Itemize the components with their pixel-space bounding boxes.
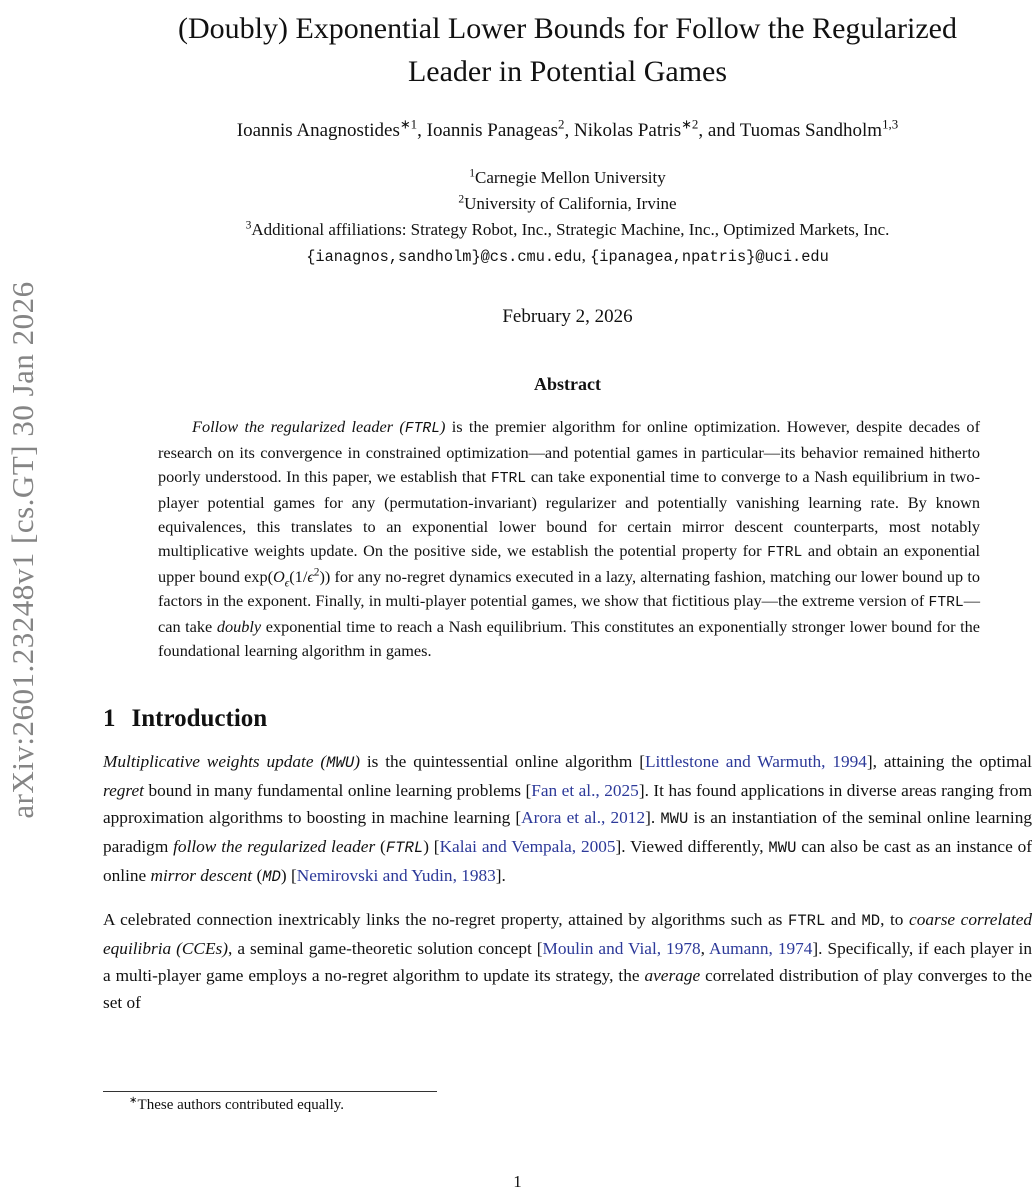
text-run: mirror descent — [150, 866, 253, 885]
text-run: MWU — [660, 810, 689, 828]
text-run: ϵ — [284, 577, 290, 590]
text-run: , — [581, 246, 591, 265]
text-run: can also be cast as an instance of online — [103, 837, 1032, 885]
text-run: ∗ — [129, 1095, 138, 1106]
text-run: FTRL — [767, 545, 803, 561]
text-run: ) [ — [280, 866, 297, 885]
text-run: 2 — [313, 566, 320, 579]
text-run: , Ioannis Panageas — [417, 120, 559, 141]
footnote-block — [103, 1091, 1032, 1114]
affiliation-3 — [103, 217, 1032, 243]
text-run: , and Tuomas Sandholm — [698, 120, 883, 141]
citation-link[interactable]: Littlestone and Warmuth, 1994 — [645, 752, 867, 771]
affiliation-1 — [103, 165, 1032, 191]
text-run: is the quintessential online algorithm [ — [359, 752, 645, 771]
text-run: {ianagnos,sandholm}@cs.cmu.edu — [306, 248, 582, 266]
text-run: ) — [440, 417, 446, 436]
text-run: )) for any no-regret dynamics executed in a lazy, alternating fashion, matching our lower bound up to factors in the exponent. Finally, in multi-player potential games, we show that fictitious play—the extreme version of — [158, 567, 980, 610]
paper-title-line2: Leader in Potential Games — [407, 55, 728, 88]
text-run: ], attaining the optimal — [866, 752, 1032, 771]
citation-link[interactable]: Kalai and Vempala, 2005 — [439, 837, 616, 856]
text-run: coarse correlated equilibria (CCEs) — [103, 910, 1033, 958]
section-number: 1 — [103, 705, 116, 732]
text-run: , to — [880, 910, 910, 929]
text-run: Additional affiliations: Strategy Robot, Inc., Strategic Machine, Inc., Optimized Markets, Inc. — [251, 220, 890, 239]
text-run: These authors contributed equally. — [137, 1097, 345, 1113]
abstract-text — [158, 415, 980, 663]
text-run: ]. It has found applications in diverse areas ranging from approximation algorithms to boosting in machine learning [ — [103, 781, 1033, 827]
text-run: average — [644, 966, 701, 985]
text-run: follow the regularized leader — [173, 837, 376, 856]
footnote-text — [103, 1097, 1032, 1114]
text-run: FTRL — [385, 839, 424, 857]
page-body — [103, 0, 1032, 1016]
citation-link[interactable]: Fan et al., 2025 — [531, 781, 639, 800]
paper-title-line1: (Doubly) Exponential Lower Bounds for Follow the Regularized — [177, 12, 957, 45]
page-number: 1 — [513, 1172, 522, 1191]
text-run: {ipanagea,npatris}@uci.edu — [590, 248, 829, 266]
text-run: (1/ — [289, 567, 308, 586]
text-run: ]. — [495, 866, 506, 885]
text-run: , Nikolas Patris — [564, 120, 682, 141]
text-run: 3 — [245, 218, 252, 232]
text-run: and obtain an exponential upper bound exp( — [158, 541, 980, 586]
text-run: FTRL — [787, 912, 826, 930]
text-run: 1 — [469, 166, 476, 180]
text-run: O — [273, 567, 285, 586]
section-title: Introduction — [131, 705, 268, 732]
text-run: , — [700, 939, 709, 958]
citation-link[interactable]: Nemirovski and Yudin, 1983 — [296, 866, 496, 885]
text-run: and — [825, 910, 862, 929]
abstract-heading: Abstract — [534, 374, 601, 394]
text-run: can take exponential time to converge to a Nash equilibrium in two-player potential games for any (permutation-invariant) regularizer and potentially vanishing learning rate. By known equivalences, this translates to an exponential lower bound for certain mirror descent counterparts, most notably multiplicative weights update. On the positive side, we establish the potential property for — [158, 467, 980, 560]
paper-date: February 2, 2026 — [502, 306, 633, 327]
text-run: ]. Specifically, if each player in a multi-player game employs a no-regret algorithm to update its strategy, the — [103, 939, 1032, 985]
text-run: MD — [861, 912, 881, 930]
text-run: FTRL — [490, 471, 527, 487]
author-emails — [103, 243, 1032, 270]
text-run: ]. — [645, 808, 661, 827]
text-run: FTRL — [928, 595, 964, 611]
author-line — [103, 116, 1032, 142]
text-run: ]. Viewed differently, — [615, 837, 769, 856]
text-run: ∗2 — [681, 116, 699, 132]
arxiv-watermark: arXiv:2601.23248v1 [cs.GT] 30 Jan 2026 — [5, 281, 40, 819]
text-run: ∗1 — [399, 116, 418, 132]
text-run: regret — [103, 781, 144, 800]
intro-paragraph-2 — [103, 906, 1032, 1016]
text-run: is an instantiation of the seminal online learning paradigm — [103, 808, 1032, 856]
affiliations-block — [103, 165, 1032, 270]
paper-title — [103, 7, 1032, 93]
text-run: ϵ — [307, 567, 314, 586]
text-run: FTRL — [404, 421, 440, 437]
text-run: Ioannis Anagnostides — [236, 120, 400, 141]
citation-link[interactable]: Moulin and Vial, 1978 — [542, 939, 701, 958]
text-run: University of California, Irvine — [464, 194, 677, 213]
section-heading-introduction — [103, 705, 1032, 733]
intro-paragraph-1 — [103, 748, 1032, 891]
text-run: bound in many fundamental online learning problems [ — [143, 781, 532, 800]
text-run: exponential time to reach a Nash equilibrium. This constitutes an exponentially stronger lower bound for the foundational learning algorithm in games. — [158, 617, 980, 660]
affiliation-2 — [103, 191, 1032, 217]
text-run: Follow the regularized leader — [192, 417, 394, 436]
footnote-rule — [103, 1091, 437, 1092]
text-run: correlated distribution of play converges to the set of — [103, 966, 1032, 1012]
text-run: MWU — [326, 754, 355, 772]
text-run: MD — [262, 868, 281, 886]
text-run: 2 — [558, 116, 565, 132]
text-run: ( — [252, 866, 263, 885]
text-run: ) — [354, 752, 360, 771]
text-run: A celebrated connection inextricably links the no-regret property, attained by algorithms such as — [103, 910, 788, 929]
text-run: is the premier algorithm for online optimization. However, despite decades of research on its convergence in constrained optimization—and potential games in particular—its behavior remained hitherto poorly understood. In this paper, we establish that — [158, 417, 980, 486]
text-run: ( — [375, 837, 386, 856]
text-run: 2 — [458, 192, 465, 206]
text-run: Carnegie Mellon University — [475, 168, 666, 187]
text-run: —can take — [158, 591, 980, 636]
text-run: doubly — [216, 617, 262, 636]
citation-link[interactable]: Aumann, 1974 — [709, 939, 813, 958]
text-run: Multiplicative weights update ( — [103, 752, 327, 771]
text-run: 1,3 — [882, 116, 899, 132]
text-run: MWU — [768, 839, 797, 857]
text-run: , a seminal game-theoretic solution concept [ — [228, 939, 543, 958]
text-run: ) [ — [423, 837, 440, 856]
citation-link[interactable]: Arora et al., 2012 — [521, 808, 646, 827]
text-run: ( — [393, 417, 405, 436]
